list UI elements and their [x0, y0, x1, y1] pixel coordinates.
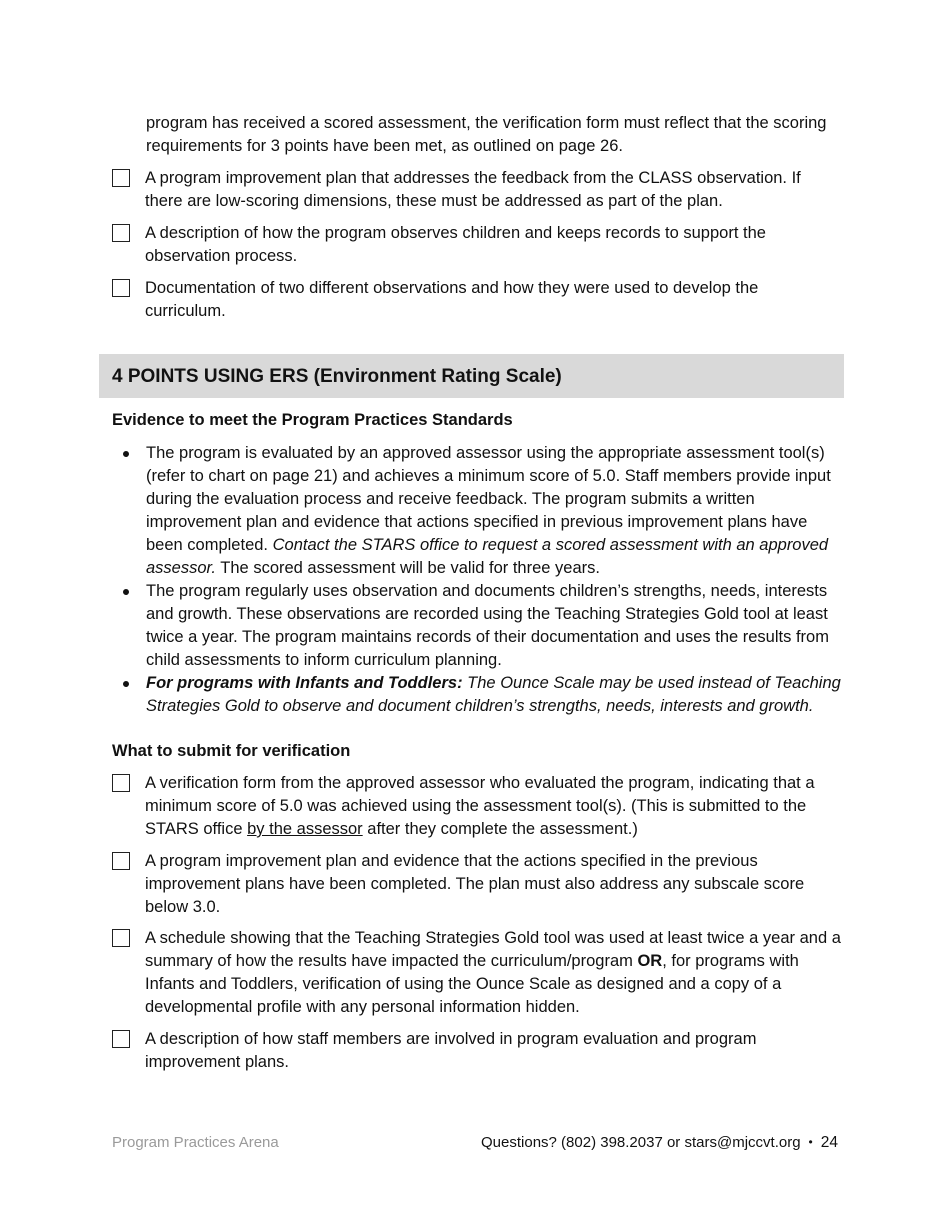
bullet-italic-text: Contact the STARS office to request a scored assessment with an approved assessor. [146, 536, 829, 577]
checkbox[interactable] [112, 1030, 130, 1048]
bullet-text: The program regularly uses observation and documents children’s strengths, needs, interests and growth. These observations are recorded using the Teaching Strategies Gold tool at least twice a year. The program maintains records of their documentation and uses the results from child assessments to inform curriculum planning. [146, 582, 829, 669]
checklist-item-text [145, 927, 842, 1019]
item-text: A schedule showing that the Teaching Strategies Gold tool was used at least twice a year and a summary of how the results have impacted the curriculum/program [145, 929, 841, 970]
bullet-text: The program is evaluated by an approved assessor using the appropriate assessment tool(s) (refer to chart on page 21) and achieves a minimum score of 5.0. Staff members provide input during the evaluation process and receive feedback. The program submits a written improvement plan and evidence that actions specified in previous improvement plans have been completed. [146, 444, 831, 554]
footer-contact-text: Questions? (802) 398.2037 or stars@mjccvt.org [481, 1134, 801, 1151]
checkbox[interactable] [112, 279, 130, 297]
item-text: after they complete the assessment.) [367, 820, 638, 838]
checkbox[interactable] [112, 929, 130, 947]
item-text: , for programs with Infants and Toddlers, verification of using the Ounce Scale as designed and a copy of a developmental profile with any personal information hidden. [145, 952, 799, 1016]
footer-contact [481, 1131, 838, 1154]
checklist-item[interactable] [112, 167, 842, 213]
checklist-item[interactable] [112, 277, 842, 323]
footer-section-name: Program Practices Arena [112, 1134, 279, 1151]
bold-text: OR [637, 952, 663, 970]
evidence-heading: Evidence to meet the Program Practices Standards [112, 411, 513, 429]
submit-heading: What to submit for verification [112, 742, 351, 760]
checklist-item-text: A program improvement plan and evidence that the actions specified in the previous improvement plans have been completed. The plan must also address any subscale score below 3.0. [145, 852, 805, 916]
checklist-item[interactable] [112, 927, 842, 1019]
section-header-band [99, 354, 844, 398]
evidence-bullet-list [112, 442, 842, 718]
checklist-item[interactable] [112, 772, 842, 841]
checklist-item[interactable] [112, 1028, 842, 1074]
bullet-text-tail: The scored assessment will be valid for three years. [220, 559, 600, 577]
footer-separator: • [808, 1135, 813, 1149]
bullet-bold-italic-text: For programs with Infants and Toddlers: [146, 674, 463, 692]
bullet-item [112, 672, 842, 718]
checklist-item-text: A description of how the program observes children and keeps records to support the observation process. [145, 224, 766, 265]
section-title: 4 POINTS USING ERS (Environment Rating Scale) [112, 366, 562, 387]
underlined-text: by the assessor [247, 820, 363, 838]
bullet-italic-text: The Ounce Scale may be used instead of Teaching Strategies Gold to observe and document children’s strengths, needs, interests and growth. [146, 674, 841, 715]
checklist-item-text: Documentation of two different observations and how they were used to develop the curriculum. [145, 279, 759, 320]
checkbox[interactable] [112, 774, 130, 792]
checklist-item-text: A description of how staff members are involved in program evaluation and program improvement plans. [145, 1030, 757, 1071]
checkbox[interactable] [112, 224, 130, 242]
bullet-item [112, 442, 842, 580]
item-text: A verification form from the approved assessor who evaluated the program, indicating that a minimum score of 5.0 was achieved using the assessment tool(s). (This is submitted to the STARS office [145, 774, 815, 838]
checklist-item[interactable] [112, 222, 842, 268]
checklist-item-text [145, 772, 842, 841]
checkbox[interactable] [112, 852, 130, 870]
checklist-item[interactable] [112, 850, 842, 919]
page-number: 24 [820, 1134, 838, 1151]
checklist-item-text: A program improvement plan that addresses the feedback from the CLASS observation. If there are low-scoring dimensions, these must be addressed as part of the plan. [145, 169, 801, 210]
continuation-paragraph: program has received a scored assessment, the verification form must reflect that the scoring requirements for 3 points have been met, as outlined on page 26. [146, 114, 827, 155]
bullet-item [112, 580, 842, 672]
checkbox[interactable] [112, 169, 130, 187]
